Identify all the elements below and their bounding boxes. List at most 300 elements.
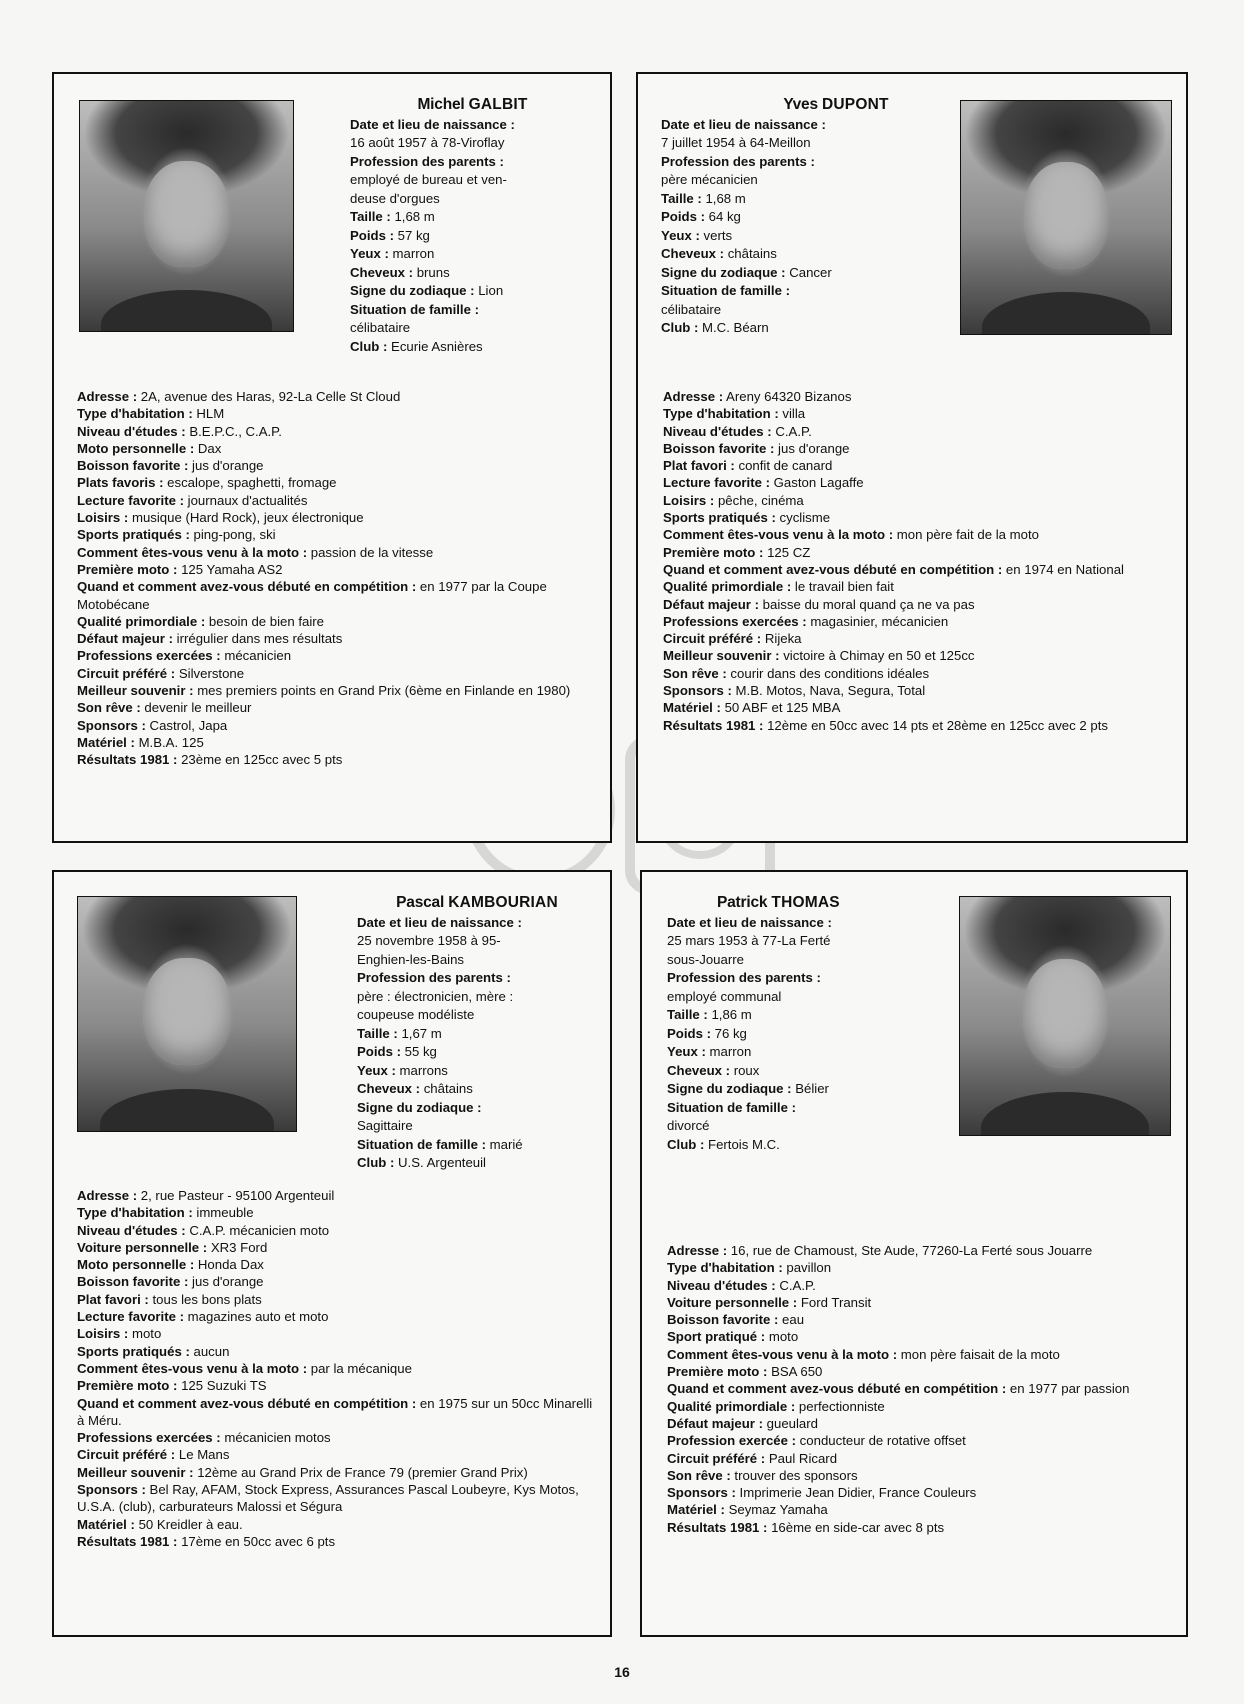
info-line [663, 474, 1185, 491]
info-label: Profession des parents : [357, 970, 511, 985]
info-value: père : électronicien, mère : [357, 988, 514, 1004]
info-line [667, 1242, 1177, 1259]
info-line [667, 1432, 1177, 1449]
info-line [77, 1187, 597, 1204]
rider-header [357, 894, 597, 1173]
rider-details [663, 388, 1185, 734]
rider-photo-dupont [960, 100, 1172, 335]
info-value: gueulard [763, 1415, 818, 1431]
info-line [77, 474, 599, 491]
info-value: Rijeka [761, 631, 802, 647]
info-value: mon père faisait de la moto [897, 1346, 1060, 1362]
info-line [350, 245, 595, 264]
info-value: Castrol, Japa [145, 717, 228, 733]
info-label: Yeux : [350, 246, 389, 261]
info-label: Boisson favorite : [77, 1274, 189, 1290]
info-value: villa [778, 406, 806, 422]
info-line [663, 596, 1185, 613]
info-value: tous les bons plats [148, 1291, 262, 1307]
info-value: 76 kg [710, 1025, 747, 1041]
info-value: musique (Hard Rock), jeux électronique [128, 510, 364, 526]
info-label: Loisirs : [77, 510, 129, 526]
info-label: Loisirs : [663, 492, 715, 508]
info-value: 25 mars 1953 à 77-La Ferté [667, 933, 831, 948]
info-label: Profession des parents : [667, 970, 821, 985]
info-value: père mécanicien [661, 172, 758, 187]
info-value: Le Mans [175, 1447, 230, 1463]
info-line [661, 208, 951, 227]
info-value: 57 kg [393, 227, 430, 243]
info-line [357, 988, 597, 1007]
info-label: Adresse : [663, 389, 724, 404]
info-line [667, 1259, 1177, 1276]
info-label: Niveau d'études : [663, 423, 772, 439]
info-label: Profession des parents : [350, 153, 504, 169]
info-line [667, 1450, 1177, 1467]
info-line [663, 578, 1185, 595]
info-line [77, 1516, 597, 1533]
info-value: aucun [189, 1343, 230, 1359]
info-label: Son rêve : [663, 665, 727, 681]
info-label: Signe du zodiaque : [667, 1081, 792, 1096]
info-value: Dax [194, 440, 222, 456]
info-label: Quand et comment avez-vous débuté en compétition : [77, 1395, 417, 1411]
info-label: Situation de famille : [357, 1136, 486, 1152]
info-label: Yeux : [357, 1062, 396, 1078]
info-label: Matériel : [667, 1502, 725, 1518]
info-value: 125 CZ [763, 544, 811, 560]
info-label: Lecture favorite : [663, 475, 770, 491]
info-line [357, 1117, 597, 1136]
info-value: eau [778, 1312, 805, 1328]
info-label: Date et lieu de naissance : [661, 116, 826, 132]
info-line [350, 190, 595, 209]
info-line [77, 1429, 597, 1446]
info-line [667, 1062, 952, 1081]
info-line [663, 440, 1185, 457]
info-value: employé communal [667, 988, 782, 1004]
info-label: Moto personnelle : [77, 440, 195, 456]
info-line [667, 1311, 1177, 1328]
info-value: Seymaz Yamaha [724, 1502, 828, 1518]
info-value: journaux d'actualités [184, 492, 308, 508]
info-line [350, 319, 595, 338]
info-label: Professions exercées : [77, 1430, 221, 1446]
info-line [77, 457, 599, 474]
info-line [667, 1328, 1177, 1345]
rider-details [77, 388, 599, 769]
info-line [663, 717, 1185, 734]
info-value: sous-Jouarre [667, 951, 744, 967]
info-label: Yeux : [661, 227, 700, 243]
info-value: Cancer [785, 264, 832, 280]
info-value: Ecurie Asnières [387, 338, 483, 354]
info-value: besoin de bien faire [205, 613, 325, 629]
info-value: jus d'orange [188, 458, 264, 474]
info-line [357, 1099, 597, 1118]
info-line [77, 1377, 597, 1394]
info-line [667, 1117, 952, 1136]
info-label: Première moto : [663, 544, 764, 560]
info-line [357, 951, 597, 970]
info-line [661, 301, 951, 320]
info-value: U.S. Argenteuil [394, 1155, 486, 1170]
info-line [77, 734, 599, 751]
info-label: Niveau d'études : [77, 423, 186, 439]
info-value: par la mécanique [307, 1360, 412, 1376]
info-line [77, 647, 599, 664]
info-line [667, 914, 952, 933]
info-label: Profession exercée : [667, 1433, 797, 1449]
info-value: courir dans des conditions idéales [726, 665, 930, 681]
info-line [77, 544, 599, 561]
info-value: 23ème en 125cc avec 5 pts [177, 752, 343, 768]
rider-details [667, 1242, 1177, 1536]
info-label: Professions exercées : [663, 613, 807, 629]
info-label: Sponsors : [663, 683, 732, 699]
info-label: Circuit préféré : [667, 1450, 766, 1466]
rider-card-kambourian [52, 870, 612, 1637]
info-label: Quand et comment avez-vous débuté en compétition : [77, 579, 417, 595]
info-value: jus d'orange [774, 440, 850, 456]
info-line [661, 171, 951, 190]
info-label: Situation de famille : [667, 1099, 796, 1115]
info-line [661, 190, 951, 209]
rider-header [667, 894, 952, 1154]
info-value: célibataire [661, 301, 722, 317]
info-line [667, 1006, 952, 1025]
info-label: Meilleur souvenir : [77, 1464, 194, 1480]
info-label: Club : [661, 320, 699, 335]
info-label: Sponsors : [77, 717, 146, 733]
info-label: Plat favori : [663, 458, 735, 474]
info-line [357, 1080, 597, 1099]
info-line [663, 492, 1185, 509]
info-label: Cheveux : [357, 1081, 421, 1096]
info-line [663, 699, 1185, 716]
info-label: Adresse : [77, 1188, 138, 1203]
info-line [77, 423, 599, 440]
info-line [77, 1256, 597, 1273]
info-line [667, 1467, 1177, 1484]
info-label: Sponsors : [667, 1485, 736, 1501]
info-line [667, 932, 952, 951]
info-line [667, 1277, 1177, 1294]
info-value: 16ème en side-car avec 8 pts [767, 1519, 945, 1535]
info-value: Lion [474, 283, 504, 298]
info-value: HLM [192, 406, 225, 422]
info-label: Taille : [661, 190, 702, 206]
info-line [667, 1363, 1177, 1380]
info-value: M.C. Béarn [698, 320, 769, 335]
info-line [663, 630, 1185, 647]
info-line [661, 153, 951, 172]
info-line [663, 613, 1185, 630]
info-label: Date et lieu de naissance : [667, 914, 832, 930]
info-label: Quand et comment avez-vous débuté en compétition : [667, 1381, 1007, 1397]
info-label: Professions exercées : [77, 648, 221, 664]
info-label: Poids : [661, 209, 705, 224]
info-label: Poids : [350, 227, 394, 243]
info-line [357, 969, 597, 988]
info-line [77, 492, 599, 509]
rider-name: Pascal KAMBOURIAN [396, 894, 558, 911]
info-label: Comment êtes-vous venu à la moto : [663, 527, 894, 543]
info-line [350, 116, 595, 135]
info-value: magazines auto et moto [184, 1309, 329, 1325]
info-line [663, 388, 1185, 405]
info-label: Défaut majeur : [667, 1415, 763, 1431]
info-line [667, 1136, 952, 1155]
info-line [77, 751, 599, 768]
info-line [77, 630, 599, 647]
info-line [667, 1484, 1177, 1501]
info-label: Lecture favorite : [77, 1309, 184, 1325]
info-value: roux [730, 1062, 760, 1078]
info-line [661, 134, 951, 153]
info-value: employé de bureau et ven- [350, 172, 507, 187]
info-line [77, 1481, 597, 1516]
info-value: 25 novembre 1958 à 95- [357, 933, 501, 948]
info-value: mécanicien motos [220, 1430, 331, 1446]
info-line [77, 682, 599, 699]
info-value: Gaston Lagaffe [770, 475, 864, 491]
info-value: célibataire [350, 320, 411, 335]
info-value: XR3 Ford [207, 1239, 268, 1255]
info-label: Sports pratiqués : [77, 1343, 190, 1359]
info-label: Qualité primordiale : [77, 613, 206, 629]
info-value: en 1974 en National [1002, 561, 1124, 577]
info-value: 1,68 m [390, 209, 435, 224]
info-value: en 1977 par passion [1006, 1381, 1130, 1397]
info-label: Club : [667, 1136, 705, 1152]
info-line [667, 1346, 1177, 1363]
info-value: C.A.P. [771, 423, 812, 439]
info-line [77, 1464, 597, 1481]
info-value: magasinier, mécanicien [806, 613, 949, 629]
info-value: Honda Dax [194, 1257, 264, 1273]
info-line [77, 1446, 597, 1463]
info-line [667, 1080, 952, 1099]
info-label: Adresse : [77, 389, 138, 404]
info-label: Lecture favorite : [77, 492, 184, 508]
info-value: deuse d'orgues [350, 190, 440, 206]
info-value: en 1975 sur un 50cc Minarelli à Méru. [77, 1395, 593, 1428]
rider-card-thomas [640, 870, 1188, 1637]
info-label: Niveau d'études : [77, 1222, 186, 1238]
info-label: Défaut majeur : [663, 596, 759, 612]
info-label: Voiture personnelle : [667, 1294, 798, 1310]
info-label: Situation de famille : [350, 301, 479, 317]
info-value: pavillon [782, 1260, 832, 1276]
info-line [667, 1380, 1177, 1397]
info-line [667, 1501, 1177, 1518]
rider-photo-kambourian [77, 896, 297, 1132]
info-label: Type d'habitation : [667, 1260, 783, 1276]
info-value: bruns [413, 264, 450, 280]
info-value: marrons [395, 1062, 448, 1078]
info-value: Bélier [791, 1081, 829, 1096]
info-value: 2A, avenue des Haras, 92-La Celle St Cloud [137, 389, 401, 404]
info-line [357, 1043, 597, 1062]
info-value: conducteur de rotative offset [796, 1433, 966, 1449]
info-line [77, 699, 599, 716]
info-line [77, 1325, 597, 1342]
info-label: Matériel : [663, 700, 721, 716]
info-label: Première moto : [77, 1378, 178, 1394]
info-line [77, 405, 599, 422]
info-label: Taille : [350, 209, 391, 224]
info-value: 50 ABF et 125 MBA [720, 700, 841, 716]
info-label: Taille : [357, 1025, 398, 1041]
rider-name: Patrick THOMAS [717, 894, 840, 911]
info-label: Résultats 1981 : [77, 1533, 178, 1549]
info-label: Résultats 1981 : [77, 752, 178, 768]
info-line [357, 1154, 597, 1173]
info-line [77, 613, 599, 630]
info-line [77, 1308, 597, 1325]
info-label: Type d'habitation : [77, 406, 193, 422]
info-line [77, 1291, 597, 1308]
info-value: passion de la vitesse [307, 544, 434, 560]
info-value: 17ème en 50cc avec 6 pts [177, 1533, 336, 1549]
info-line [77, 1360, 597, 1377]
info-value: Bel Ray, AFAM, Stock Express, Assurances Pascal Loubeyre, Kys Motos, U.S.A. (club), carburateurs Malossi et Ségura [77, 1482, 579, 1515]
info-label: Sponsors : [77, 1482, 146, 1498]
info-label: Type d'habitation : [663, 406, 779, 422]
info-value: B.E.P.C., C.A.P. [185, 423, 282, 439]
info-value: ping-pong, ski [189, 527, 276, 543]
info-value: irrégulier dans mes résultats [173, 631, 343, 647]
info-line [77, 509, 599, 526]
info-line [663, 544, 1185, 561]
info-value: 2, rue Pasteur - 95100 Argenteuil [137, 1188, 335, 1203]
info-label: Circuit préféré : [77, 665, 176, 681]
info-value: Imprimerie Jean Didier, France Couleurs [735, 1485, 977, 1501]
info-value: mon père fait de la moto [893, 527, 1039, 543]
info-label: Comment êtes-vous venu à la moto : [667, 1346, 898, 1362]
info-value: le travail bien fait [791, 579, 894, 595]
info-line [350, 282, 595, 301]
info-value: 1,68 m [701, 190, 746, 206]
rider-name: Michel GALBIT [417, 96, 528, 113]
info-label: Sports pratiqués : [663, 510, 776, 526]
info-value: marié [485, 1136, 523, 1152]
info-label: Meilleur souvenir : [77, 683, 194, 699]
info-line [77, 388, 599, 405]
info-line [661, 264, 951, 283]
info-line [667, 1415, 1177, 1432]
info-value: Ford Transit [797, 1294, 872, 1310]
info-line [357, 1006, 597, 1025]
info-value: Fertois M.C. [704, 1136, 780, 1152]
info-line [357, 1062, 597, 1081]
info-line [350, 153, 595, 172]
info-value: 16, rue de Chamoust, Ste Aude, 77260-La Ferté sous Jouarre [727, 1243, 1093, 1258]
rider-card-galbit [52, 72, 612, 843]
info-label: Club : [357, 1155, 395, 1170]
info-value: Enghien-les-Bains [357, 951, 465, 967]
info-line [350, 301, 595, 320]
info-line [350, 338, 595, 357]
info-value: M.B. Motos, Nava, Segura, Total [731, 683, 926, 699]
info-label: Profession des parents : [661, 153, 815, 169]
info-value: Paul Ricard [765, 1450, 838, 1466]
info-label: Cheveux : [350, 264, 414, 280]
info-line [667, 1099, 952, 1118]
info-label: Circuit préféré : [663, 631, 762, 647]
info-label: Circuit préféré : [77, 1447, 176, 1463]
info-value: jus d'orange [188, 1274, 264, 1290]
info-value: mécanicien [220, 648, 292, 664]
info-value: divorcé [667, 1118, 710, 1133]
info-label: Plats favoris : [77, 475, 164, 491]
info-value: pêche, cinéma [714, 492, 804, 508]
info-value: verts [699, 227, 733, 243]
info-label: Yeux : [667, 1044, 706, 1059]
rider-card-dupont [636, 72, 1188, 843]
info-line [350, 208, 595, 227]
info-label: Qualité primordiale : [667, 1398, 796, 1414]
info-line [77, 1222, 597, 1239]
info-label: Son rêve : [77, 700, 141, 716]
info-line [77, 717, 599, 734]
info-line [663, 423, 1185, 440]
info-line [357, 914, 597, 933]
info-label: Sport pratiqué : [667, 1329, 766, 1345]
info-label: Résultats 1981 : [667, 1519, 768, 1535]
info-line [357, 932, 597, 951]
info-line [667, 969, 952, 988]
info-line [350, 171, 595, 190]
info-value: 7 juillet 1954 à 64-Meillon [661, 135, 811, 150]
rider-header [661, 96, 951, 338]
info-label: Comment êtes-vous venu à la moto : [77, 1360, 308, 1376]
info-label: Matériel : [77, 734, 135, 750]
info-line [663, 647, 1185, 664]
info-line [357, 1025, 597, 1044]
info-label: Poids : [667, 1025, 711, 1041]
info-value: moto [765, 1329, 799, 1345]
info-line [77, 1239, 597, 1256]
info-value: C.A.P. [775, 1277, 816, 1293]
info-label: Première moto : [667, 1364, 768, 1380]
info-line [357, 1136, 597, 1155]
rider-details [77, 1187, 597, 1550]
info-label: Situation de famille : [661, 283, 790, 298]
info-value: 125 Suzuki TS [177, 1378, 267, 1394]
info-label: Niveau d'études : [667, 1277, 776, 1293]
info-value: 50 Kreidler à eau. [134, 1516, 243, 1532]
info-value: baisse du moral quand ça ne va pas [759, 596, 975, 612]
info-label: Voiture personnelle : [77, 1239, 208, 1255]
info-line [667, 1519, 1177, 1536]
info-value: 12ème en 50cc avec 14 pts et 28ème en 125cc avec 2 pts [763, 717, 1108, 733]
info-line [667, 988, 952, 1007]
info-value: M.B.A. 125 [134, 734, 204, 750]
info-value: 64 kg [704, 209, 741, 224]
info-line [663, 665, 1185, 682]
info-line [667, 1294, 1177, 1311]
info-label: Matériel : [77, 1516, 135, 1532]
info-label: Adresse : [667, 1243, 728, 1258]
info-line [661, 227, 951, 246]
page-number: 16 [614, 1664, 630, 1680]
info-line [77, 1395, 597, 1430]
info-label: Signe du zodiaque : [357, 1099, 482, 1115]
info-line [667, 951, 952, 970]
info-label: Comment êtes-vous venu à la moto : [77, 544, 308, 560]
